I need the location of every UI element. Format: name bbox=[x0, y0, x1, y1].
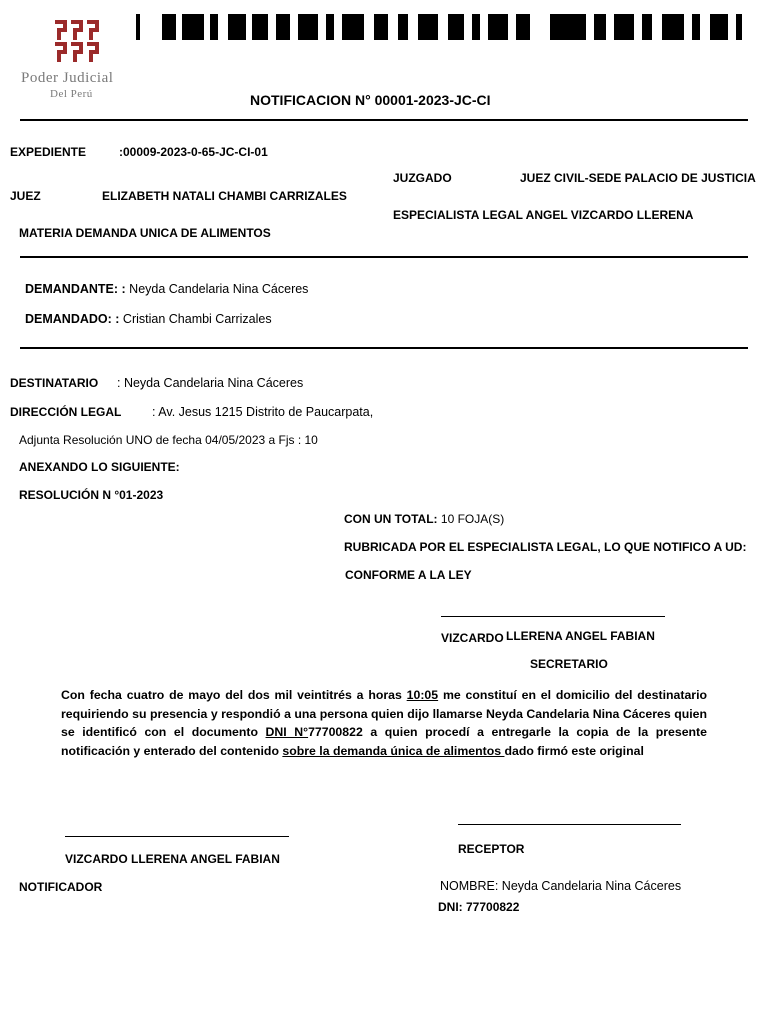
divider bbox=[20, 119, 748, 121]
notification-time: 10:05 bbox=[406, 688, 439, 702]
logo-name: Poder Judicial bbox=[21, 70, 114, 86]
notificador-role: NOTIFICADOR bbox=[19, 880, 103, 894]
secretary-signature-line bbox=[441, 616, 665, 617]
juzgado-value: JUEZ CIVIL-SEDE PALACIO DE JUSTICIA bbox=[520, 171, 756, 185]
demandante-value: Neyda Candelaria Nina Cáceres bbox=[129, 282, 309, 296]
expediente-label: EXPEDIENTE bbox=[10, 145, 87, 159]
barcode bbox=[136, 14, 746, 40]
paragraph-part-1: Con fecha cuatro de mayo del dos mil veintitrés a horas bbox=[61, 688, 407, 702]
rubricada-text: RUBRICADA POR EL ESPECIALISTA LEGAL, LO QUE NOTIFICO A UD: bbox=[344, 540, 747, 554]
demandado-value: Cristian Chambi Carrizales bbox=[122, 312, 272, 326]
resolucion-number: RESOLUCIÓN N °01-2023 bbox=[19, 488, 164, 502]
divider bbox=[20, 347, 748, 349]
secretary-role: SECRETARIO bbox=[530, 657, 608, 671]
receptor-dni: DNI: 77700822 bbox=[438, 900, 520, 914]
juzgado-label: JUZGADO bbox=[393, 171, 452, 185]
receptor-role: RECEPTOR bbox=[458, 842, 525, 856]
total-row bbox=[344, 512, 504, 526]
paragraph-part-4: dado firmó este original bbox=[504, 743, 644, 758]
secretary-name: LLERENA ANGEL FABIAN bbox=[506, 629, 655, 643]
total-label: CON UN TOTAL: bbox=[344, 512, 438, 526]
anexando-label: ANEXANDO LO SIGUIENTE: bbox=[19, 460, 180, 474]
secretary-first-surname: VIZCARDO bbox=[441, 631, 504, 645]
destinatario-value: : Neyda Candelaria Nina Cáceres bbox=[117, 376, 304, 390]
notificador-signature-line bbox=[65, 836, 289, 837]
total-value: 10 FOJA(S) bbox=[440, 512, 505, 526]
dni-label: DNI N° bbox=[265, 725, 309, 739]
paragraph-part-2: me constituí en el domicilio del destinatario requiriendo su presencia y respondió a una persona quien dijo llamarse Neyda Candelaria Nina Cáceres quien se identificó con el documento bbox=[61, 688, 707, 739]
document-title: NOTIFICACION N° 00001-2023-JC-CI bbox=[250, 92, 491, 108]
demandante-label: DEMANDANTE: : bbox=[25, 282, 126, 296]
divider bbox=[20, 256, 748, 258]
poder-judicial-emblem-icon bbox=[51, 18, 103, 64]
paragraph-subject: sobre la demanda única de alimentos bbox=[282, 743, 505, 758]
direccion-label: DIRECCIÓN LEGAL bbox=[10, 405, 122, 419]
adjunta-resolucion: Adjunta Resolución UNO de fecha 04/05/2023 a Fjs : 10 bbox=[19, 433, 318, 447]
especialista-legal: ESPECIALISTA LEGAL ANGEL VIZCARDO LLERENA bbox=[393, 208, 694, 222]
demandado-row bbox=[25, 312, 272, 326]
destinatario-label: DESTINATARIO bbox=[10, 376, 99, 390]
notificador-name: VIZCARDO LLERENA ANGEL FABIAN bbox=[65, 852, 280, 866]
juez-value: ELIZABETH NATALI CHAMBI CARRIZALES bbox=[102, 189, 347, 203]
materia: MATERIA DEMANDA UNICA DE ALIMENTOS bbox=[19, 226, 271, 240]
conforme-text: CONFORME A LA LEY bbox=[345, 568, 472, 582]
paragraph-part-3: 77700822 a quien procedí a entregarle la copia de la presente notificación y enterado del contenido bbox=[61, 725, 707, 758]
direccion-value: : Av. Jesus 1215 Distrito de Paucarpata, bbox=[152, 405, 374, 419]
logo-subtitle: Del Perú bbox=[50, 88, 93, 100]
notification-paragraph bbox=[61, 686, 707, 760]
juez-label: JUEZ bbox=[10, 189, 41, 203]
demandado-label: DEMANDADO: : bbox=[25, 312, 120, 326]
demandante-row bbox=[25, 282, 308, 296]
poder-judicial-logo bbox=[18, 16, 138, 106]
receptor-signature-line bbox=[458, 824, 681, 825]
expediente-value: :00009-2023-0-65-JC-CI-01 bbox=[119, 145, 268, 159]
receptor-nombre: NOMBRE: Neyda Candelaria Nina Cáceres bbox=[440, 879, 682, 893]
